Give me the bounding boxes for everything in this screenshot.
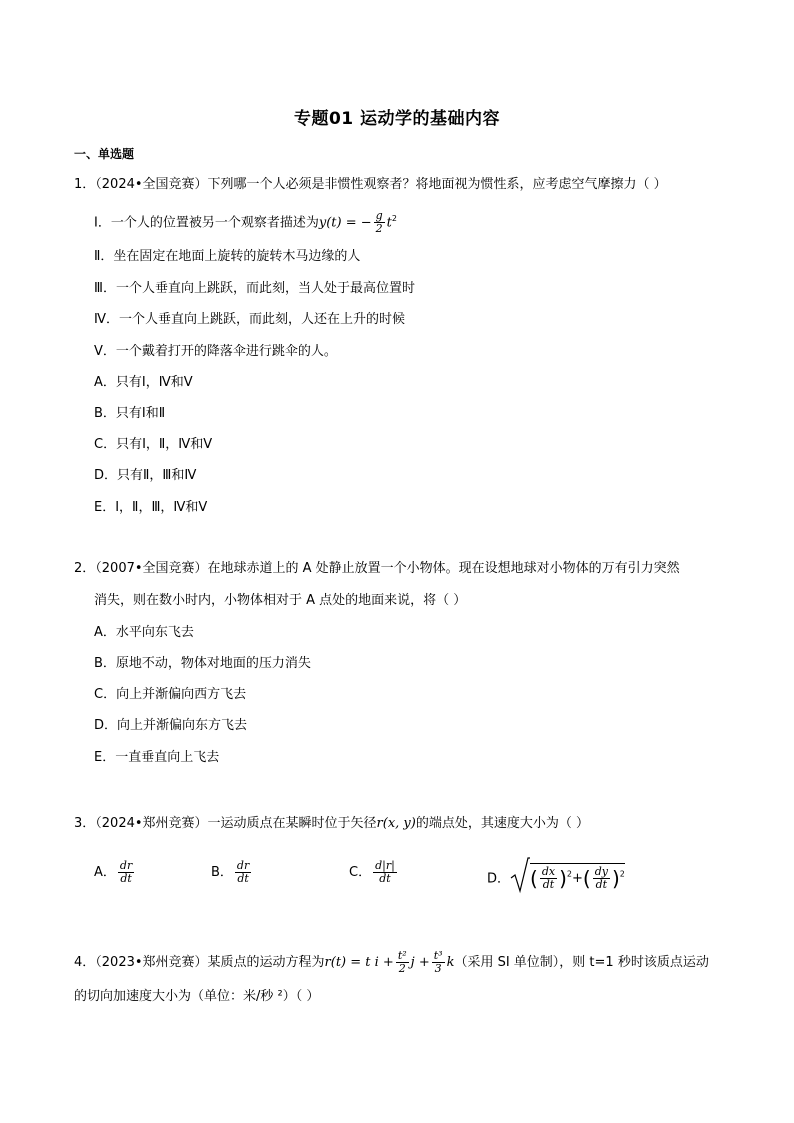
q3-option-b-fraction: $\frac{dr}{dt}$ <box>236 859 250 885</box>
q4-fraction-1: $\frac{\text{t²}}{2}$ <box>397 949 407 975</box>
q1-option-c: C．只有Ⅰ，Ⅱ，Ⅳ和Ⅴ <box>94 437 213 452</box>
q2-option-e: E．一直垂直向上飞去 <box>94 750 220 765</box>
q3-option-b-label: B． <box>211 865 233 880</box>
section-heading: 一、单选题 <box>74 147 135 161</box>
q1-s1-math: y(t) = − <box>318 215 372 231</box>
q3-option-d-label: D． <box>487 871 511 887</box>
q1-statement-5: Ⅴ．一个戴着打开的降落伞进行跳伞的人。 <box>94 344 337 359</box>
q4-equation-mid: j + <box>410 955 430 970</box>
q1-statement-2: Ⅱ．坐在固定在地面上旋转的旋转木马边缘的人 <box>94 249 361 264</box>
q1-statement-3: Ⅲ．一个人垂直向上跳跃，而此刻，当人处于最高位置时 <box>94 281 415 296</box>
sqrt-icon <box>510 856 530 898</box>
q2-stem-line2: 消失，则在数小时内，小物体相对于 A 点处的地面来说，将（ ） <box>94 593 467 608</box>
q3-vector-r: r(x, y) <box>376 816 416 831</box>
q3-option-c <box>349 860 399 885</box>
q3-option-c-label: C． <box>349 865 372 880</box>
q2-option-b: B．原地不动，物体对地面的压力消失 <box>94 656 311 671</box>
q1-statement-4: Ⅳ．一个人垂直向上跳跃，而此刻，人还在上升的时候 <box>94 312 405 327</box>
q3-option-a <box>94 860 136 885</box>
q1-option-a: A．只有Ⅰ，Ⅳ和Ⅴ <box>94 375 193 390</box>
q2-option-a: A．水平向东飞去 <box>94 625 194 640</box>
q4-stem <box>74 948 709 978</box>
q4-stem-line2: 的切向加速度大小为（单位：米/秒 ²）（ ） <box>74 989 320 1004</box>
q3-option-d-fraction-y: $\frac{dy}{dt}$ <box>594 865 608 891</box>
q4-equation-start: r(t) = t i + <box>324 955 394 970</box>
q1-s1-tail: t <box>386 215 392 231</box>
q1-s1-text: Ⅰ．一个人的位置被另一个观察者描述为 <box>94 215 319 231</box>
q3-option-c-fraction: $\frac{d|r|}{dt}$ <box>375 859 395 885</box>
page-title: 专题01 运动学的基础内容 <box>293 109 501 129</box>
q4-equation-end: k <box>446 955 455 970</box>
q3-option-d-fraction-x: $\frac{dx}{dt}$ <box>541 865 556 891</box>
q2-option-d: D．向上并渐偏向东方飞去 <box>94 718 248 733</box>
q3-option-a-label: A． <box>94 865 116 880</box>
q2-stem-line1: 2．（2007•全国竞赛）在地球赤道上的 A 处静止放置一个小物体。现在设想地球对小物体的万有引力突然 <box>74 561 680 576</box>
q3-stem-suffix: 的端点处，其速度大小为（ ） <box>415 816 589 831</box>
q1-option-b: B．只有Ⅰ和Ⅱ <box>94 406 166 421</box>
q1-option-e: E．Ⅰ，Ⅱ，Ⅲ，Ⅳ和Ⅴ <box>94 500 208 515</box>
q3-option-a-fraction: $\frac{dr}{dt}$ <box>119 859 133 885</box>
q1-statement-1: Ⅰ．一个人的位置被另一个观察者描述为y(t) = − $\frac{g}{2}$ $t^2$ <box>94 209 397 236</box>
q3-option-d: D． ( $\frac{dx}{dt}$ )$^2$+( $\frac{dy}{dt}$ )$^2$ <box>487 856 625 898</box>
q3-stem-prefix: 3．（2024•郑州竞赛）一运动质点在某瞬时位于矢径 <box>74 816 377 831</box>
q1-stem: 1．（2024•全国竞赛）下列哪一个人必须是非惯性观察者？将地面视为惯性系，应考虑空气摩擦力（ ） <box>74 177 667 192</box>
q4-stem-prefix: 4．（2023•郑州竞赛）某质点的运动方程为 <box>74 955 325 970</box>
q4-fraction-2: $\frac{\text{t³}}{3}$ <box>433 949 443 975</box>
q1-s1-fraction: $\frac{g}{2}$ <box>375 209 383 236</box>
q2-option-c: C．向上并渐偏向西方飞去 <box>94 687 247 702</box>
q3-option-b <box>211 860 253 885</box>
q3-stem <box>74 815 589 833</box>
q1-option-d: D．只有Ⅱ，Ⅲ和Ⅳ <box>94 468 197 483</box>
q4-stem-suffix: （采用 SI 单位制），则 t=1 秒时该质点运动 <box>454 955 709 970</box>
